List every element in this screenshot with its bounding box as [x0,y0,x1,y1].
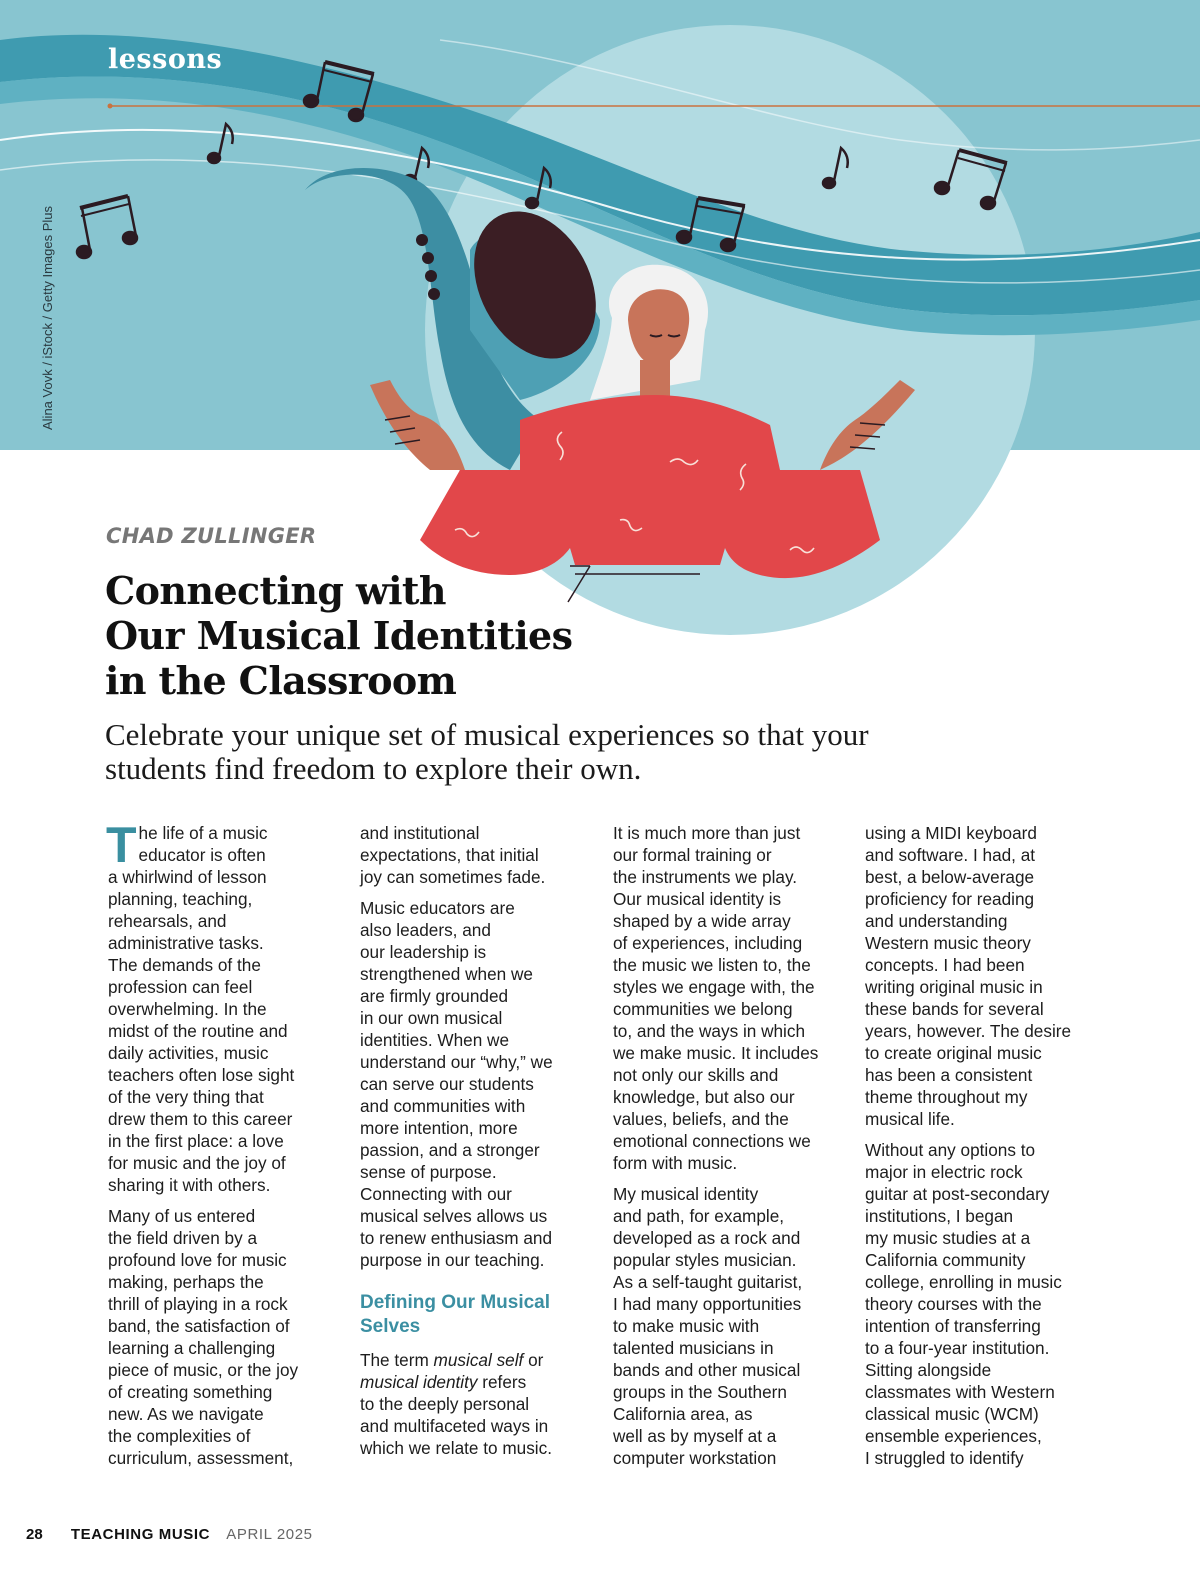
text-line: my music studies at a [865,1228,1031,1248]
text-line: rehearsals, and [108,911,227,931]
text-line: bands and other musical [613,1360,801,1380]
text-line: best, a below-average [865,867,1035,887]
text-line: classmates with Western [865,1382,1055,1402]
text-line: communities we belong [613,999,793,1019]
text-line: to, and the ways in which [613,1021,806,1041]
text-line: theme throughout my [865,1087,1028,1107]
text-line: of the very thing that [108,1087,264,1107]
text-line: of creating something [108,1382,273,1402]
deck-line: students find freedom to explore their own. [105,751,642,786]
text-line: has been a consistent [865,1065,1033,1085]
text-line: Without any options to [865,1140,1036,1160]
text-line: daily activities, music [108,1043,269,1063]
text-line: form with music. [613,1153,738,1173]
text-line: The term musical self or [360,1350,544,1370]
text-line: to the deeply personal [360,1394,530,1414]
text-line: Connecting with our [360,1184,512,1204]
text-line: administrative tasks. [108,933,264,953]
body-column-3 [613,822,841,1478]
text-line: which we relate to music. [360,1438,552,1458]
text-line: California area, as [613,1404,753,1424]
text-line: Music educators are [360,898,515,918]
text-line: midst of the routine and [108,1021,288,1041]
text-line: Our musical identity is [613,889,782,909]
text-line: to make music with [613,1316,760,1336]
text-line: emotional connections we [613,1131,811,1151]
text-line: passion, and a stronger [360,1140,540,1160]
text-line: ensemble experiences, [865,1426,1042,1446]
text-line: Western music theory [865,933,1031,953]
text-line: for music and the joy of [108,1153,286,1173]
text-line: proficiency for reading [865,889,1035,909]
text-line: profession can feel [108,977,253,997]
article-headline [105,568,665,703]
photo-credit: Alina Vovk / iStock / Getty Images Plus [40,206,55,430]
text-line: drew them to this career [108,1109,293,1129]
text-line: writing original music in [865,977,1043,997]
text-line: musical selves allows us [360,1206,548,1226]
text-line: the instruments we play. [613,867,798,887]
page-number: 28 [26,1526,43,1543]
section-tag: lessons [108,44,223,75]
text-line: California community [865,1250,1026,1270]
text-line: years, however. The desire [865,1021,1072,1041]
text-line: computer workstation [613,1448,777,1468]
paragraph [108,1205,336,1469]
text-line: new. As we navigate [108,1404,264,1424]
body-column-2 [360,822,588,1468]
text-line: band, the satisfaction of [108,1316,290,1336]
article-deck [105,718,1065,786]
text-line: our formal training or [613,845,772,865]
text-line: more intention, more [360,1118,518,1138]
text-line: and path, for example, [613,1206,785,1226]
text-line: musical identity refers [360,1372,527,1392]
paragraph [613,1183,841,1469]
text-line: and institutional [360,823,480,843]
text-line: identities. When we [360,1030,510,1050]
text-line: major in electric rock [865,1162,1023,1182]
paragraph [360,1349,588,1459]
text-line: college, enrolling in music [865,1272,1062,1292]
text-line: I struggled to identify [865,1448,1024,1468]
text-line: can serve our students [360,1074,534,1094]
text-line: joy can sometimes fade. [360,867,546,887]
text-line: he life of a music [138,823,268,843]
text-line: learning a challenging [108,1338,276,1358]
text-line: to create original music [865,1043,1042,1063]
text-line: knowledge, but also our [613,1087,795,1107]
text-line: understand our “why,” we [360,1052,553,1072]
text-line: teachers often lose sight [108,1065,295,1085]
issue-date: APRIL 2025 [226,1526,313,1543]
text-line: theory courses with the [865,1294,1042,1314]
text-line: thrill of playing in a rock [108,1294,288,1314]
text-line: Defining Our Musical [360,1292,551,1313]
text-line: to a four-year institution. [865,1338,1050,1358]
text-line: the field driven by a [108,1228,258,1248]
text-line: educator is often [138,845,266,865]
text-line: and software. I had, at [865,845,1036,865]
text-line: the complexities of [108,1426,251,1446]
text-line: styles we engage with, the [613,977,815,997]
text-line: As a self-taught guitarist, [613,1272,803,1292]
text-line: concepts. I had been [865,955,1025,975]
section-subhead [360,1291,588,1339]
text-line: strengthened when we [360,964,533,984]
paragraph [106,817,336,1196]
text-line: I had many opportunities [613,1294,802,1314]
text-line: institutions, I began [865,1206,1014,1226]
text-line: It is much more than just [613,823,801,843]
text-line: and understanding [865,911,1008,931]
text-line: making, perhaps the [108,1272,264,1292]
text-line: of experiences, including [613,933,803,953]
text-line: sense of purpose. [360,1162,497,1182]
text-line: guitar at post-secondary [865,1184,1050,1204]
text-line: classical music (WCM) [865,1404,1039,1424]
text-line: overwhelming. In the [108,999,267,1019]
text-line: popular styles musician. [613,1250,797,1270]
paragraph [865,822,1093,1130]
text-line: planning, teaching, [108,889,253,909]
paragraph [865,1139,1093,1469]
deck-line: Celebrate your unique set of musical experiences so that your [105,717,869,752]
text-line: values, beliefs, and the [613,1109,789,1129]
text-line: using a MIDI keyboard [865,823,1037,843]
headline-line: Connecting with [105,568,446,613]
paragraph [613,822,841,1174]
body-column-1 [106,817,336,1478]
text-line: also leaders, and [360,920,491,940]
text-line: piece of music, or the joy [108,1360,299,1380]
headline-line: Our Musical Identities [105,613,573,658]
text-line: Selves [360,1316,421,1337]
magazine-name: TEACHING MUSIC [70,1526,211,1543]
text-line: these bands for several [865,999,1044,1019]
text-line: in the first place: a love [108,1131,284,1151]
text-line: My musical identity [613,1184,759,1204]
text-line: Sitting alongside [865,1360,992,1380]
paragraph [360,822,588,888]
text-line: profound love for music [108,1250,287,1270]
text-line: curriculum, assessment, [108,1448,294,1468]
text-line: intention of transferring [865,1316,1041,1336]
text-line: to renew enthusiasm and [360,1228,553,1248]
text-line: the music we listen to, the [613,955,811,975]
headline-line: in the Classroom [105,658,457,703]
text-line: groups in the Southern [613,1382,787,1402]
paragraph [360,897,588,1271]
text-line: talented musicians in [613,1338,774,1358]
text-line: sharing it with others. [108,1175,271,1195]
text-line: well as by myself at a [613,1426,777,1446]
text-line: The demands of the [108,955,261,975]
page-footer [26,1526,313,1543]
text-line: purpose in our teaching. [360,1250,545,1270]
text-line: and multifaceted ways in [360,1416,549,1436]
text-line: in our own musical [360,1008,503,1028]
text-line: expectations, that initial [360,845,539,865]
text-line: our leadership is [360,942,487,962]
author-byline: CHAD ZULLINGER [106,524,317,548]
text-line: not only our skills and [613,1065,779,1085]
text-line: shaped by a wide array [613,911,791,931]
text-line: a whirlwind of lesson [108,867,267,887]
text-line: and communities with [360,1096,526,1116]
text-line: Many of us entered [108,1206,256,1226]
body-column-4 [865,822,1093,1478]
text-line: developed as a rock and [613,1228,801,1248]
text-line: are firmly grounded [360,986,509,1006]
text-line: musical life. [865,1109,955,1129]
drop-cap: T [106,817,137,873]
text-line: we make music. It includes [613,1043,819,1063]
